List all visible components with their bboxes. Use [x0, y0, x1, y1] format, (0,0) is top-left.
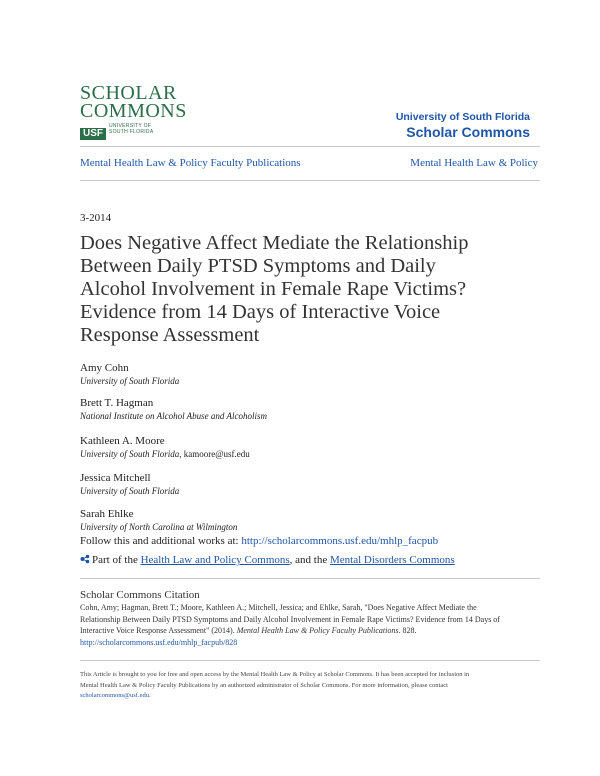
author-affiliation: University of South Florida [80, 376, 180, 386]
site-link[interactable]: Scholar Commons [406, 124, 530, 140]
part-of-line: Part of the Health Law and Policy Commons, and the Mental Disorders Commons [80, 554, 455, 566]
header-divider [80, 146, 540, 147]
author-name: Jessica Mitchell [80, 472, 151, 484]
contact-email-link[interactable]: scholarcommons@usf.edu [80, 692, 149, 699]
usf-text: UNIVERSITY OF SOUTH FLORIDA [109, 123, 154, 135]
author-affiliation: National Institute on Alcohol Abuse and Alcoholism [80, 411, 267, 421]
citation-text: Cohn, Amy; Hagman, Brett T.; Moore, Kathleen A.; Mitchell, Jessica; and Ehlke, Sarah, "Does Negative Affect Mediate the Relationship Between Daily PTSD Symptoms and Daily Alcohol Involvement in Female Rape Victims? Evidence from 14 Days of Interactive Voice Response Assessment" (2014). Mental Health Law & Policy Faculty Publications. 828. http://scholarcommons.usf.edu/mhlp_facpub/828 [80, 602, 535, 648]
author-affiliation: University of North Carolina at Wilmington [80, 522, 238, 532]
institution-header [396, 111, 530, 140]
author-name: Sarah Ehlke [80, 508, 134, 520]
mental-disorders-commons-link[interactable]: Mental Disorders Commons [330, 554, 455, 566]
notice-divider [80, 660, 540, 661]
university-link[interactable]: University of South Florida [395, 111, 530, 123]
citation-heading: Scholar Commons Citation [80, 589, 200, 601]
author-name: Amy Cohn [80, 362, 129, 374]
logo-line1: SCHOLAR [80, 82, 177, 104]
author-email[interactable]: , kamoore@usf.edu [179, 449, 250, 459]
article-title: Does Negative Affect Mediate the Relationship Between Daily PTSD Symptoms and Daily Alcohol Involvement in Female Rape Victims? Evidence from 14 Days of Interactive Voice Response Assessment [80, 232, 469, 346]
citation-divider [80, 578, 540, 579]
author-affiliation: University of South Florida [80, 486, 180, 496]
scholar-commons-logo[interactable] [80, 82, 187, 139]
follow-line: Follow this and additional works at: http://scholarcommons.usf.edu/mhlp_facpub [80, 535, 439, 547]
health-law-commons-link[interactable]: Health Law and Policy Commons [140, 554, 290, 566]
publication-date: 3-2014 [80, 212, 112, 224]
collection-url-link[interactable]: http://scholarcommons.usf.edu/mhlp_facpub [241, 535, 439, 547]
usf-mark [80, 123, 176, 141]
author-name: Brett T. Hagman [80, 397, 154, 409]
access-notice: This Article is brought to you for free and open access by the Mental Health Law & Policy at Scholar Commons. It has been accepted for inclusion in Mental Health Law & Policy Faculty Publications by an authorized administrator of Scholar Commons. For more information, please contact scholarcommons@usf.edu. [80, 671, 470, 699]
author-affiliation: University of South Florida, kamoore@usf.edu [80, 449, 250, 459]
collection-link[interactable]: Mental Health Law & Policy Faculty Publications [80, 157, 301, 169]
network-icon [80, 554, 90, 564]
department-link[interactable]: Mental Health Law & Policy [410, 157, 538, 169]
nav-divider [80, 180, 540, 181]
logo-line2: COMMONS [80, 100, 187, 122]
usf-badge: USF [80, 128, 106, 140]
citation-url-link[interactable]: http://scholarcommons.usf.edu/mhlp_facpub/828 [80, 637, 238, 647]
author-name: Kathleen A. Moore [80, 435, 165, 447]
